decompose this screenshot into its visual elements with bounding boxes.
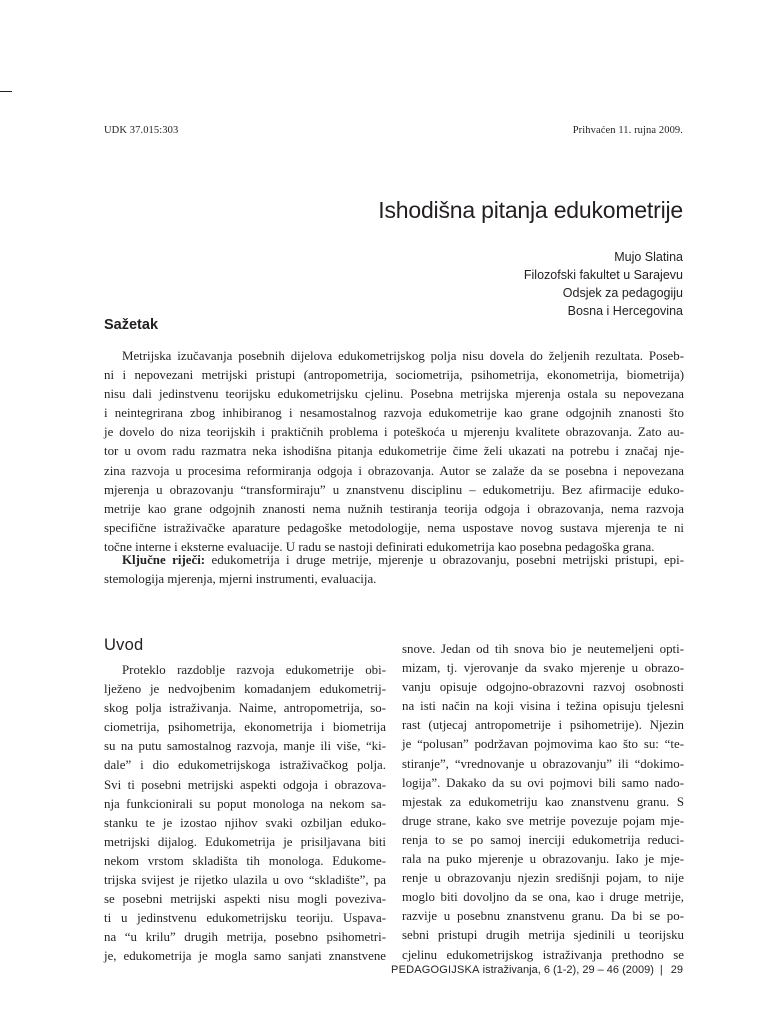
crop-mark	[0, 91, 12, 92]
body-line: na “u krilu” drugih metrija, posebno psihometri-	[104, 930, 386, 945]
author-country: Bosna i Hercegovina	[567, 304, 683, 318]
abstract-line: nisu dali jedinstvenu teorijsku edukometrijsku cjelinu. Posebna metrijska mjerenja ostala su nepovezana	[104, 387, 684, 402]
body-line: mjestak za edukometriju kao znanstvenu granu. S	[402, 794, 684, 809]
body-line: renje u obrazovanju njezin središnji pojam, to nije	[402, 871, 684, 886]
body-line: ciometrija, psihometrija, ekonometrija i biometrija	[104, 720, 386, 735]
author-name: Mujo Slatina	[614, 250, 683, 264]
body-line: trijska svijest je rijetko ulazila u ovo “skladište”, pa	[104, 873, 386, 888]
body-line: logija”. Dakako da su ovi pojmovi bili samo nado-	[402, 775, 684, 790]
abstract-line: mjerenja u obrazovanju “transformiraju” u znanstvenu disciplinu – edukometriju. Bez afirmacije eduko-	[104, 482, 684, 497]
body-line: cjelinu edukometrijskog istraživanja prethodno se	[402, 947, 684, 962]
abstract-line: metrije kao grane odgojnih znanosti nema nužnih testiranja teorija odgoja i obrazovanja, nema razvoja	[104, 501, 684, 516]
keywords-line: stemologija mjerenja, mjerni instrumenti, evaluacija.	[104, 572, 377, 587]
body-line: rast (utjecaj antropometrije i psihometrije). Njezin	[402, 718, 684, 733]
abstract-line: zina razvoja u procesima reformiranja odgoja i obrazovanja. Autor se zalaže da se posebna i nepovezana	[104, 463, 684, 478]
body-line: su na putu samostalnog razvoja, manje ili više, “ki-	[104, 739, 386, 754]
abstract-body	[104, 347, 684, 557]
udk-code: UDK 37.015:303	[104, 125, 179, 136]
abstract-heading: Sažetak	[104, 317, 159, 333]
abstract-line: ni i nepovezani metrijski pristupi (antropometrija, sociometrija, psihometrija, ekonometrija, biometrija)	[104, 368, 684, 383]
keywords-block	[104, 551, 684, 589]
body-line: nekom vrstom skladišta tih monologa. Edukome-	[104, 853, 386, 868]
body-line: metrijski dijalog. Edukometrija je prisiljavana biti	[104, 834, 386, 849]
body-line: se posebni metrijski aspekti nisu mogli poveziva-	[104, 892, 386, 907]
body-line: stiranje”, “vrednovanje u obrazovanju” ili “dokimo-	[402, 756, 684, 771]
body-line: druge strane, kako sve metrije povezuje pojam mje-	[402, 813, 684, 828]
body-line: renja to se po samoj inerciji edukometrija reduci-	[402, 832, 684, 847]
abstract-line: specifične istraživačke aparature pedagoške metodologije, nema uspostave novog sustava mjerenja te ni	[104, 520, 684, 535]
author-department: Odsjek za pedagogiju	[562, 286, 683, 300]
body-line: sebni pristupi drugih metrija sjedinili u teorijsku	[402, 928, 684, 943]
body-line: na isti način na koji visina i težina opisuju tjelesni	[402, 699, 684, 714]
body-line: lježeno je nedvojbenim komadanjem edukometrij-	[104, 682, 386, 697]
body-line: dale” i dio edukometrijskoga istraživačkog polja.	[104, 758, 386, 773]
footer-separator: |	[659, 964, 663, 976]
abstract-line: točne interne i eksterne evaluacije. U radu se nastoji definirati edukometrija kao posebna pedagoška grana.	[104, 539, 655, 554]
body-line: Svi ti posebni metrijski aspekti odgoja i obrazova-	[104, 777, 386, 792]
body-line: Proteklo razdoblje razvoja edukometrije obi-	[122, 663, 386, 677]
accepted-date: Prihvaćen 11. rujna 2009.	[572, 125, 683, 136]
body-line: mizam, tj. vjerovanje da svako mjerenje u obrazo-	[402, 661, 684, 676]
body-line: nja funkcionirali su poput monologa na nekom sa-	[104, 796, 386, 811]
body-line: razvije u posebnu znanstvenu granu. Da bi se po-	[402, 909, 684, 924]
journal-citation: istraživanja, 6 (1-2), 29 – 46 (2009)	[479, 964, 654, 976]
page-number: 29	[670, 964, 683, 976]
abstract-line: Metrijska izučavanja posebnih dijelova edukometrijskog polja nisu dovela do željenih rezultata. Poseb-	[122, 349, 684, 363]
journal-name: PEDAGOGIJSKA	[391, 964, 480, 976]
article-title: Ishodišna pitanja edukometrije	[378, 197, 683, 223]
body-line: rala na puko mjerenje u obrazovanju. Iako je mje-	[402, 852, 684, 867]
body-line: skog polja istraživanja. Naime, antropometrija, so-	[104, 701, 386, 716]
section-heading: Uvod	[104, 636, 144, 654]
abstract-line: tor u ovom radu razmatra neka ishodišna pitanja edukometrije čime želi ukazati na potrebu i značaj nje-	[104, 444, 684, 459]
abstract-line: i neintegrirana zbog inhibiranog i nesamostalnog razvoja edukometrije kao grane odgojnih znanosti što	[104, 406, 684, 421]
body-line: snove. Jedan od tih snova bio je neutemeljeni opti-	[402, 642, 684, 656]
body-line: stanku te je izostao njihov svaki ozbiljan eduko-	[104, 815, 386, 830]
body-line: je, edukometrija je mogla samo sanjati znanstvene	[104, 949, 386, 964]
body-line: vanju opisuje odgojno-obrazovni razvoj osobnosti	[402, 680, 684, 695]
body-line: je “polusan” podržavan pojmovima kao što su: “te-	[402, 737, 684, 752]
body-column-right	[402, 640, 684, 965]
body-column-left	[104, 661, 386, 967]
author-block	[524, 248, 683, 320]
author-faculty: Filozofski fakultet u Sarajevu	[523, 268, 683, 282]
keywords-text: edukometrija i druge metrije, mjerenje u obrazovanju, posebni metrijski pristupi, epi-	[205, 553, 684, 567]
page-footer	[391, 964, 683, 976]
abstract-line: je dovelo do niza teorijskih i praktičnih problema i poteškoća u mjerenju kvalitete obrazovanja. Zato au-	[104, 425, 684, 440]
body-line: moglo biti dovoljno da se ona, kao i druge metrije,	[402, 890, 684, 905]
keywords-line	[104, 551, 684, 570]
body-line: ti u jedinstvenu edukometrijsku teoriju. Uspava-	[104, 911, 386, 926]
keywords-label: Ključne riječi:	[122, 553, 206, 567]
